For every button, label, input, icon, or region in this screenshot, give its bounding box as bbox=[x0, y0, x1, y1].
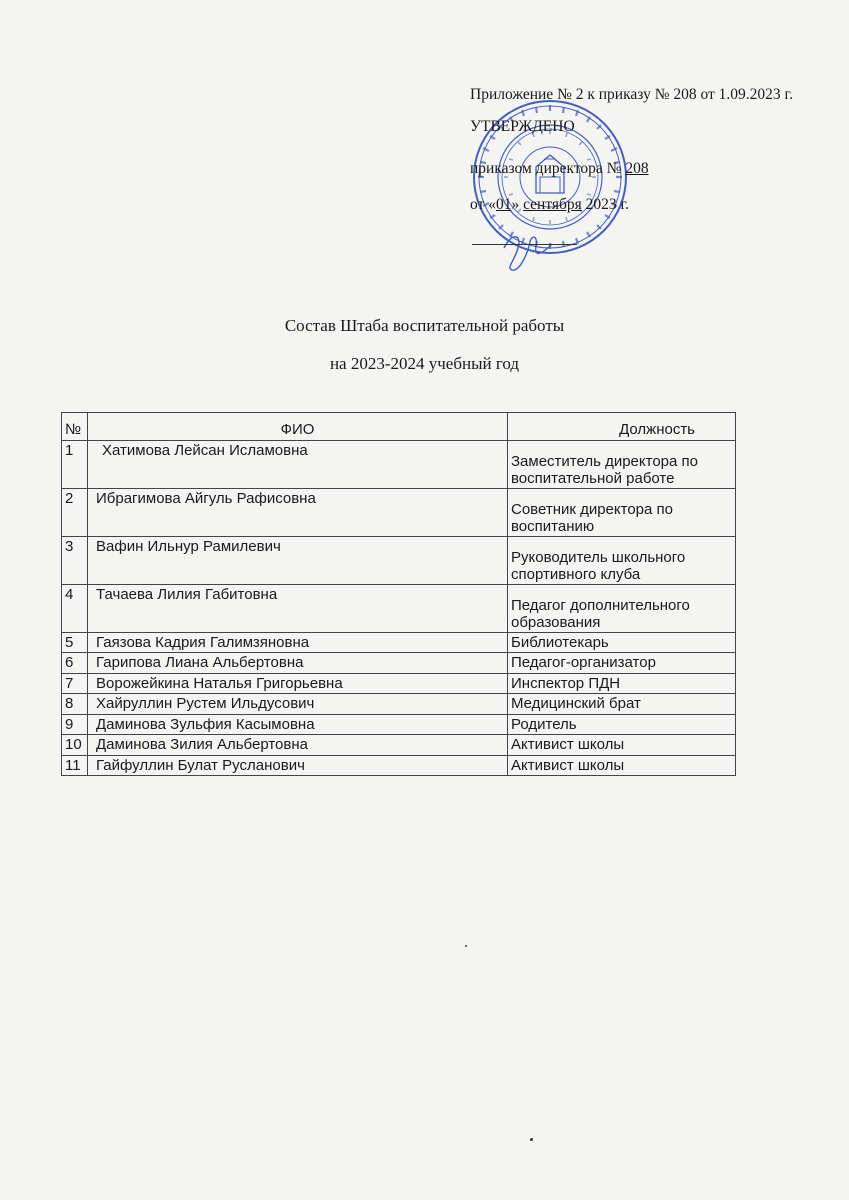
table-row bbox=[62, 653, 736, 674]
date-year: 2023 г. bbox=[581, 196, 630, 213]
row-name: Гаязова Кадрия Галимзяновна bbox=[88, 632, 508, 653]
order-prefix: приказом директора № bbox=[470, 160, 626, 177]
row-number: 8 bbox=[62, 694, 88, 715]
row-position: Педагог-организатор bbox=[508, 653, 736, 674]
row-name: Ибрагимова Айгуль Рафисовна bbox=[88, 488, 508, 536]
row-position: Педагог дополнительного образования bbox=[508, 584, 736, 632]
row-position: Активист школы bbox=[508, 755, 736, 776]
table-row bbox=[62, 488, 736, 536]
row-name: Гарипова Лиана Альбертовна bbox=[88, 653, 508, 674]
document-title: Состав Штаба воспитательной работы bbox=[284, 316, 565, 335]
row-number: 1 bbox=[62, 440, 88, 488]
speck bbox=[465, 945, 467, 947]
row-position: Инспектор ПДН bbox=[508, 673, 736, 694]
table-header-row bbox=[62, 413, 736, 441]
row-number: 4 bbox=[62, 584, 88, 632]
table-row bbox=[62, 440, 736, 488]
row-position: Медицинский брат bbox=[508, 694, 736, 715]
table-row bbox=[62, 584, 736, 632]
row-number: 9 bbox=[62, 714, 88, 735]
row-name: Вафин Ильнур Рамилевич bbox=[88, 536, 508, 584]
staff-table bbox=[61, 412, 736, 776]
row-name: Хатимова Лейсан Исламовна bbox=[88, 440, 508, 488]
row-name: Хайруллин Рустем Ильдусович bbox=[88, 694, 508, 715]
row-name: Ворожейкина Наталья Григорьевна bbox=[88, 673, 508, 694]
table-row bbox=[62, 735, 736, 756]
document-subtitle: на 2023-2024 учебный год bbox=[329, 354, 520, 373]
table-row bbox=[62, 714, 736, 735]
row-name: Тачаева Лилия Габитовна bbox=[88, 584, 508, 632]
row-position: Советник директора по воспитанию bbox=[508, 488, 736, 536]
signature-line bbox=[472, 244, 577, 245]
row-position: Родитель bbox=[508, 714, 736, 735]
table-row bbox=[62, 673, 736, 694]
table-row bbox=[62, 536, 736, 584]
row-position: Руководитель школьного спортивного клуба bbox=[508, 536, 736, 584]
approved-label: УТВЕРЖДЕНО bbox=[470, 118, 575, 135]
header-num: № bbox=[62, 413, 88, 441]
row-name: Даминова Зилия Альбертовна bbox=[88, 735, 508, 756]
header-name: ФИО bbox=[88, 413, 508, 441]
row-name: Гайфуллин Булат Русланович bbox=[88, 755, 508, 776]
row-number: 6 bbox=[62, 653, 88, 674]
row-name: Даминова Зульфия Касымовна bbox=[88, 714, 508, 735]
order-number: 208 bbox=[625, 160, 649, 177]
date-month: сентября bbox=[523, 196, 582, 213]
row-position: Заместитель директора по воспитательной работе bbox=[508, 440, 736, 488]
date-day: 01 bbox=[495, 196, 512, 213]
signature-icon bbox=[498, 228, 558, 274]
row-number: 3 bbox=[62, 536, 88, 584]
date-mid: » bbox=[511, 196, 524, 213]
row-position: Библиотекарь bbox=[508, 632, 736, 653]
date-line bbox=[470, 196, 629, 214]
appendix-line: Приложение № 2 к приказу № 208 от 1.09.2023 г. bbox=[470, 86, 794, 103]
row-number: 10 bbox=[62, 735, 88, 756]
table-row bbox=[62, 755, 736, 776]
row-number: 7 bbox=[62, 673, 88, 694]
order-line bbox=[470, 160, 649, 178]
table-row bbox=[62, 632, 736, 653]
row-position: Активист школы bbox=[508, 735, 736, 756]
row-number: 11 bbox=[62, 755, 88, 776]
row-number: 5 bbox=[62, 632, 88, 653]
speck bbox=[530, 1138, 533, 1141]
row-number: 2 bbox=[62, 488, 88, 536]
table-body bbox=[62, 440, 736, 776]
header-position: Должность bbox=[508, 413, 736, 441]
date-prefix: от « bbox=[470, 196, 496, 213]
table-row bbox=[62, 694, 736, 715]
